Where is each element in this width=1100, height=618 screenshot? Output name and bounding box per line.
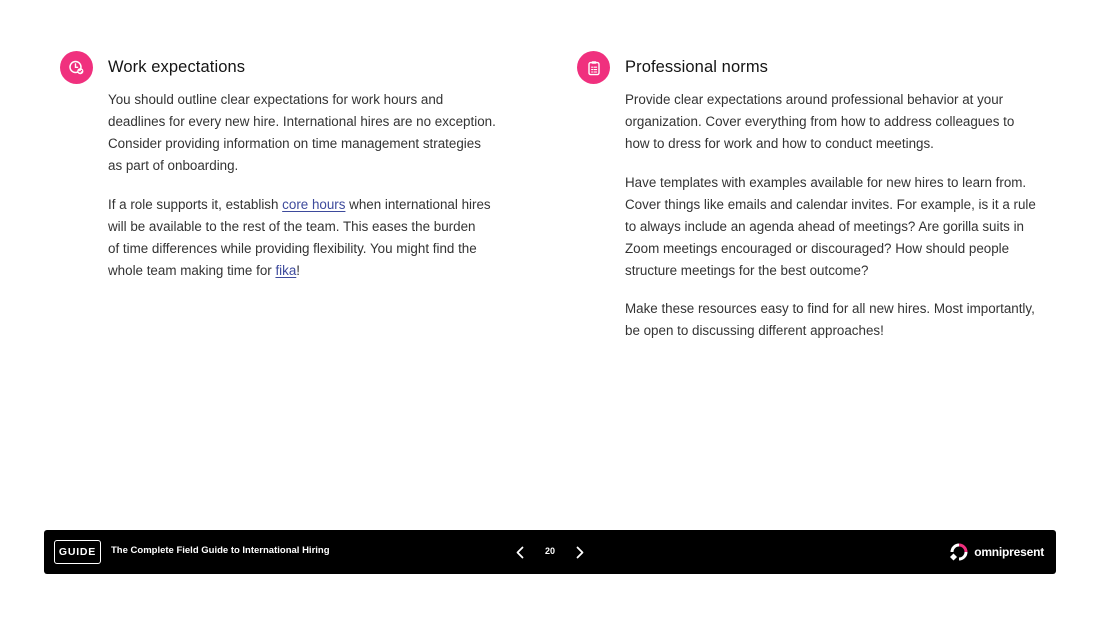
omnipresent-logo-icon <box>950 543 968 561</box>
section-body <box>625 89 1057 342</box>
text-line: You should outline clear expectations for work hours and <box>108 92 444 107</box>
text-fragment: ! <box>296 262 301 278</box>
section-heading-row <box>577 51 1057 84</box>
chevron-right-icon <box>575 546 585 559</box>
paragraph <box>108 194 520 282</box>
section-title: Professional norms <box>625 58 769 76</box>
chevron-left-icon <box>515 546 525 559</box>
next-page-button[interactable] <box>572 544 588 560</box>
paragraph <box>625 89 1057 155</box>
clock-badge-icon <box>60 51 93 84</box>
previous-page-button[interactable] <box>512 544 528 560</box>
fika-link[interactable]: fika <box>275 262 297 278</box>
brand-name: omnipresent <box>974 545 1044 559</box>
paragraph <box>108 89 520 177</box>
core-hours-link[interactable]: core hours <box>282 196 346 212</box>
text-line: will be available to the rest of the team. This eases the burden <box>108 218 476 234</box>
text-line: Have templates with examples available for new hires to learn from. <box>625 174 1027 190</box>
section-heading-row <box>60 51 520 84</box>
section-title: Work expectations <box>108 58 246 76</box>
text-line <box>108 260 520 282</box>
guide-title: The Complete Field Guide to International Hiring <box>111 545 330 556</box>
clipboard-icon <box>577 51 610 84</box>
text-line: structure meetings for the best outcome? <box>625 262 869 278</box>
paragraph <box>625 298 1057 342</box>
text-line: organization. Cover everything from how to address colleagues to <box>625 114 1015 129</box>
text-line: Consider providing information on time management strategies <box>108 136 481 151</box>
section-body <box>108 89 520 282</box>
text-line <box>108 194 520 216</box>
page-number: 20 <box>544 546 555 556</box>
omnipresent-brand[interactable] <box>950 543 1044 561</box>
guide-badge[interactable]: GUIDE <box>54 540 101 564</box>
text-fragment: when international hires <box>345 196 491 212</box>
text-line: Make these resources easy to find for all new hires. Most importantly, <box>625 301 1035 316</box>
text-line: how to dress for work and how to conduct meetings. <box>625 136 934 151</box>
text-fragment: If a role supports it, establish <box>108 196 283 212</box>
text-line: Cover things like emails and calendar invites. For example, is it a rule <box>625 196 1036 212</box>
text-line: of time differences while providing flexibility. You might find the <box>108 240 477 256</box>
professional-norms-section <box>577 51 1057 359</box>
text-line: Provide clear expectations around professional behavior at your <box>625 92 1004 107</box>
guide-footer-bar <box>44 530 1056 574</box>
text-fragment: whole team making time for <box>108 262 276 278</box>
text-line: deadlines for every new hire. International hires are no exception. <box>108 114 496 129</box>
paragraph <box>625 172 1057 282</box>
text-line: as part of onboarding. <box>108 158 239 173</box>
text-line: Zoom meetings encouraged or discouraged? How should people <box>625 240 1010 256</box>
text-line: be open to discussing different approaches! <box>625 323 884 338</box>
work-expectations-section <box>60 51 520 298</box>
text-line: to always include an agenda ahead of meetings? Are gorilla suits in <box>625 218 1024 234</box>
